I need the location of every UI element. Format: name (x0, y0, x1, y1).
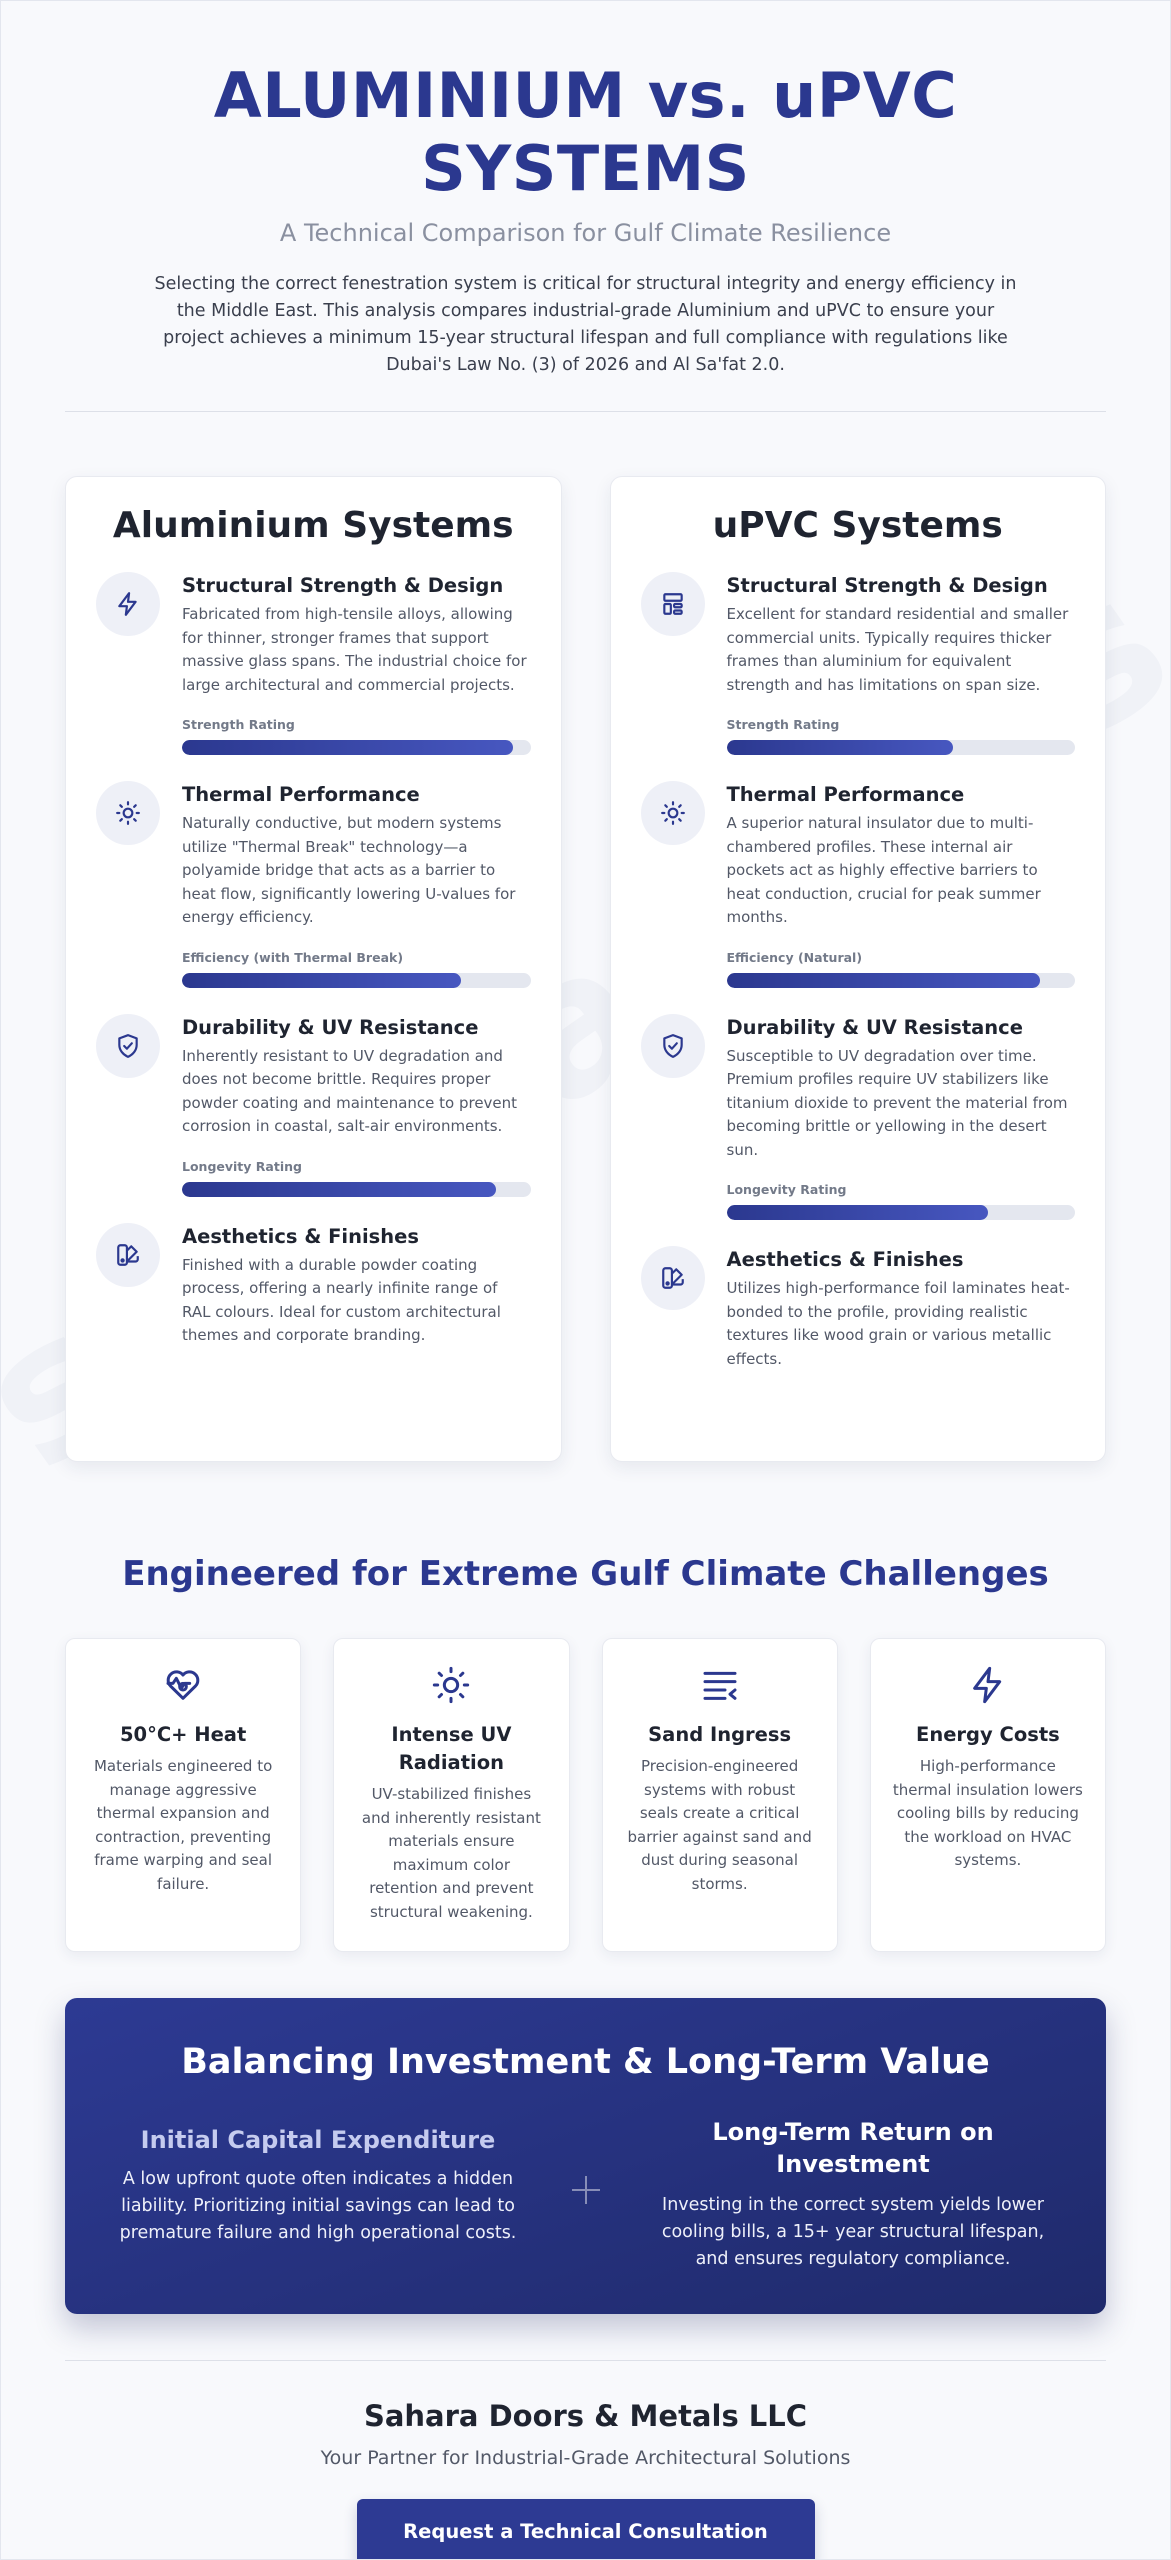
feature-title: Aesthetics & Finishes (182, 1224, 419, 1248)
capital-expenditure-block (109, 2126, 527, 2247)
return-on-investment-block (644, 2116, 1062, 2273)
card-title: Sand Ingress (648, 1723, 792, 1746)
feature-text: Naturally conductive, but modern systems utilize "Thermal Break" technology—a polyamide bridge that acts as a barrier to heat flow, significantly lowering U-values for energy efficiency. (182, 814, 516, 926)
feature-title: Thermal Performance (182, 783, 420, 806)
rating-fill (727, 973, 1041, 988)
rating-fill (182, 740, 513, 755)
page-title: ALUMINIUM vs. uPVC SYSTEMS (213, 59, 958, 205)
feature-title: Thermal Performance (726, 783, 965, 806)
feature-text: Utilizes high-performance foil laminates heat-bonded to the profile, providing realistic textures like wood grain or various metallic effects. (726, 1279, 1070, 1368)
rating-fill (182, 973, 461, 988)
feature-title: Durability & UV Resistance (726, 1015, 1023, 1039)
banner-title: Balancing Investment & Long-Term Value (181, 2042, 990, 2082)
climate-card (870, 1638, 1106, 1952)
column-title: uPVC Systems (712, 505, 1003, 546)
rating-bar (727, 740, 1076, 755)
feature-title: Structural Strength & Design (726, 574, 1048, 597)
rating-fill (182, 1182, 496, 1197)
rating-bar (727, 1205, 1076, 1220)
climate-cards (65, 1638, 1106, 1952)
palette-icon (96, 1223, 160, 1287)
lightning-icon (968, 1665, 1008, 1705)
rating-bar (182, 740, 531, 755)
feature-text: Fabricated from high-tensile alloys, allowing for thinner, stronger frames that support massive glass spans. The industrial choice for large architectural and commercial projects. (182, 605, 527, 694)
card-text: High-performance thermal insulation lowers cooling bills by reducing the workload on HVAC systems. (892, 1757, 1083, 1869)
rating-label: Efficiency (Natural) (726, 949, 863, 965)
rating-fill (727, 740, 954, 755)
card-text: Materials engineered to manage aggressive thermal expansion and contraction, preventing frame warping and seal failure. (93, 1757, 273, 1893)
feature-item (96, 781, 531, 988)
sun-icon (641, 781, 705, 845)
feature-item (641, 781, 1076, 988)
climate-section-title: Engineered for Extreme Gulf Climate Challenges (122, 1554, 1049, 1594)
rating-bar (182, 973, 531, 988)
shield-check-icon (641, 1014, 705, 1078)
feature-text: Finished with a durable powder coating process, offering a nearly infinite range of RAL colours. Ideal for custom architectural themes and corporate branding. (182, 1255, 501, 1344)
climate-card (333, 1638, 569, 1952)
feature-text: Excellent for standard residential and smaller commercial units. Typically requires thicker frames than aluminium for equivalent strength and has limitations on span size. (726, 605, 1069, 694)
feature-item (96, 572, 531, 755)
rating-label: Longevity Rating (726, 1182, 847, 1197)
footer (65, 2399, 1106, 2560)
rating-label: Longevity Rating (182, 1158, 302, 1174)
feature-title: Durability & UV Resistance (182, 1015, 479, 1039)
wind-filter-icon (700, 1665, 740, 1705)
card-title: 50°C+ Heat (119, 1723, 247, 1746)
feature-title: Structural Strength & Design (182, 574, 504, 597)
feature-item (641, 572, 1076, 755)
rating-label: Strength Rating (182, 717, 295, 732)
feature-title: Aesthetics & Finishes (726, 1248, 964, 1271)
right-title: Long-Term Return on Investment (712, 2118, 994, 2178)
card-text: Precision-engineered systems with robust seals create a critical barrier against sand and dust during seasonal storms. (627, 1757, 812, 1893)
palette-icon (641, 1246, 705, 1310)
feature-item (641, 1014, 1076, 1221)
sun-icon (96, 781, 160, 845)
page-subtitle: A Technical Comparison for Gulf Climate Resilience (279, 219, 892, 247)
company-name: Sahara Doors & Metals LLC (363, 2399, 808, 2433)
feature-item (96, 1014, 531, 1197)
company-tagline: Your Partner for Industrial-Grade Architectural Solutions (320, 2447, 851, 2469)
layout-icon (641, 572, 705, 636)
card-title: Energy Costs (916, 1723, 1060, 1746)
investment-banner (65, 1998, 1106, 2314)
climate-card (602, 1638, 838, 1952)
feature-item (641, 1246, 1076, 1371)
right-text: Investing in the correct system yields lower cooling bills, a 15+ year structural lifespan, and ensures regulatory compliance. (661, 2195, 1045, 2269)
plus-icon (570, 2174, 602, 2206)
divider (65, 411, 1106, 412)
climate-card (65, 1638, 301, 1952)
left-text: A low upfront quote often indicates a hidden liability. Prioritizing initial savings can lead to premature failure and high operational costs. (119, 2169, 517, 2243)
rating-bar (182, 1182, 531, 1197)
heat-heart-icon (163, 1665, 203, 1705)
aluminium-column (65, 476, 562, 1462)
column-title: Aluminium Systems (112, 505, 514, 546)
feature-text: A superior natural insulator due to multi-chambered profiles. These internal air pockets act as highly effective barriers to heat conduction, crucial for peak summer months. (726, 814, 1041, 926)
comparison-columns (65, 476, 1106, 1462)
consultation-button[interactable]: Request a Technical Consultation (357, 2499, 815, 2560)
rating-fill (727, 1205, 988, 1220)
divider (65, 2360, 1106, 2361)
hero-header (65, 1, 1106, 379)
lightning-icon (96, 572, 160, 636)
feature-item (96, 1223, 531, 1348)
upvc-column (610, 476, 1107, 1462)
feature-text: Susceptible to UV degradation over time. Premium profiles require UV stabilizers like titanium dioxide to prevent the material from becoming brittle or yellowing in the desert sun. (726, 1046, 1068, 1159)
card-title: Intense UV Radiation (391, 1723, 512, 1774)
sun-icon (431, 1665, 471, 1705)
left-title: Initial Capital Expenditure (140, 2126, 496, 2154)
rating-label: Efficiency (with Thermal Break) (182, 949, 404, 965)
rating-bar (727, 973, 1076, 988)
intro-text: Selecting the correct fenestration system is critical for structural integrity and energy efficiency in the Middle East. This analysis compares industrial-grade Aluminium and uPVC to ensure your project achieves a minimum 15-year structural lifespan and full compliance with regulations like Dubai's Law No. (3) of 2026 and Al Sa'fat 2.0. (154, 274, 1017, 375)
feature-text: Inherently resistant to UV degradation and does not become brittle. Requires proper powder coating and maintenance to prevent corrosion in coastal, salt-air environments. (182, 1046, 518, 1135)
shield-check-icon (96, 1014, 160, 1078)
rating-label: Strength Rating (726, 717, 840, 732)
card-text: UV-stabilized finishes and inherently resistant materials ensure maximum color retention and prevent structural weakening. (361, 1785, 541, 1921)
